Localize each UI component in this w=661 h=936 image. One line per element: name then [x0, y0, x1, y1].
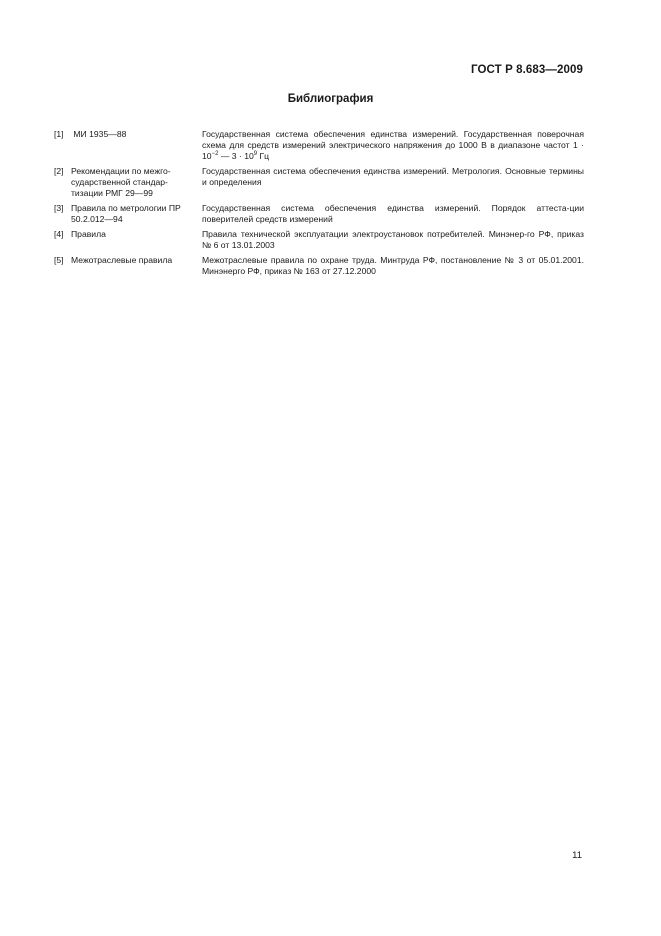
page-number: 11 [572, 850, 582, 861]
entry-description-text: — 3 · 10 [218, 151, 254, 161]
exponent: 9 [253, 151, 258, 158]
bibliography-entry [54, 255, 584, 277]
entry-number: [4] [54, 229, 64, 239]
exponent: −2 [211, 151, 219, 158]
bibliography-entry [54, 229, 584, 251]
entry-number: [1] [54, 129, 64, 139]
bibliography-entry [54, 203, 584, 225]
entry-reference: Межотраслевые правила [71, 255, 173, 265]
bibliography-list [54, 129, 584, 281]
entry-description [202, 129, 584, 162]
entry-number: [5] [54, 255, 64, 265]
bibliography-entry [54, 166, 584, 199]
bibliography-entry [54, 129, 584, 162]
document-code: ГОСТ Р 8.683—2009 [471, 64, 583, 76]
entry-description-text: Государственная система обеспечения единства измерений. Государственная поверочная схема для средств измерений электрического напряжения до 1000 В в диапазоне частот 1 · 10 [202, 129, 584, 161]
entry-reference: Правила по метрологии ПР 50.2.012—94 [71, 203, 181, 224]
entry-description: Правила технической эксплуатации электроустановок потребителей. Минэнер-го РФ, приказ № 6 от 13.01.2003 [202, 229, 584, 250]
entry-description: Государственная система обеспечения единства измерений. Метрология. Основные термины и определения [202, 166, 584, 187]
entry-description: Государственная система обеспечения единства измерений. Порядок аттеста-ции поверителей средств измерений [202, 203, 584, 224]
entry-number: [2] [54, 166, 64, 176]
entry-reference: Рекомендации по межго-сударственной стандар-тизации РМГ 29—99 [71, 166, 171, 198]
entry-number: [3] [54, 203, 64, 213]
bibliography-title: Библиография [287, 93, 374, 105]
entry-description-text: Гц [257, 151, 270, 161]
entry-reference: Правила [71, 229, 106, 239]
entry-description: Межотраслевые правила по охране труда. Минтруда РФ, постановление № 3 от 05.01.2001. Минэнерго РФ, приказ № 163 от 27.12.2000 [202, 255, 584, 276]
entry-reference: МИ 1935—88 [71, 129, 127, 139]
